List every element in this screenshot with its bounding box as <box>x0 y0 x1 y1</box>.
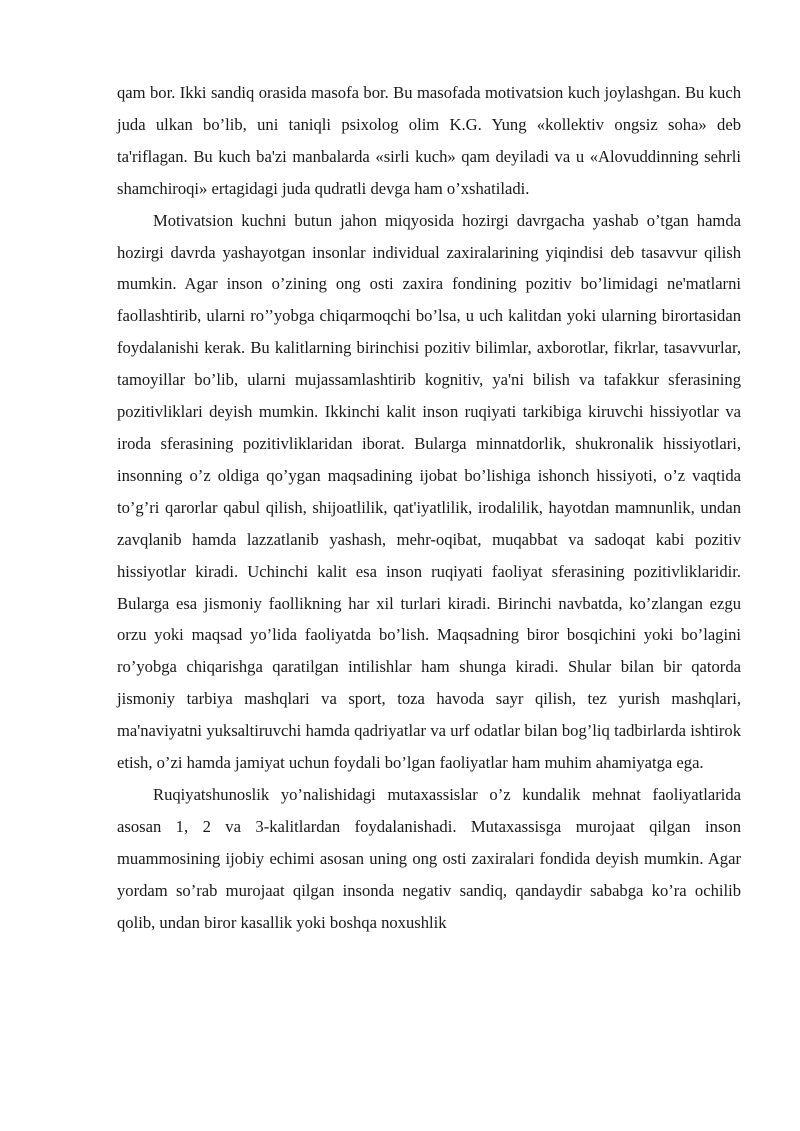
paragraph-3: Ruqiyatshunoslik yo’nalishidagi mutaxassislar o’z kundalik mehnat faoliyatlarida asosan 1, 2 va 3-kalitlardan foydalanishadi. Mutaxassisga murojaat qilgan inson muammosining ijobiy echimi asosan uning ong osti zaxiralari fondida deyish mumkin. Agar yordam so’rab murojaat qilgan insonda negativ sandiq, qandaydir sababga ko’ra ochilib qolib, undan biror kasallik yoki boshqa noxushlik <box>117 784 741 932</box>
paragraph-1: qam bor. Ikki sandiq orasida masofa bor. Bu masofada motivatsion kuch joylashgan. Bu kuch juda ulkan bo’lib, uni taniqli psixolog olim K.G. Yung «kollektiv ongsiz soha» deb ta'riflagan. Bu kuch ba'zi manbalarda «sirli kuch» qam deyiladi va u «Alovuddinning sehrli shamchiroqi» ertagidagi juda qudratli devga ham o’xshatiladi. <box>117 83 741 198</box>
document-page <box>117 77 741 938</box>
paragraph-2: Motivatsion kuchni butun jahon miqyosida hozirgi davrgacha yashab o’tgan hamda hozirgi davrda yashayotgan insonlar individual zaxiralarining yiqindisi deb tasavvur qilish mumkin. Agar inson o’zining ong osti zaxira fondining pozitiv bo’limidagi ne'matlarni faollashtirib, ularni ro’’yobga chiqarmoqchi bo’lsa, u uch kalitdan yoki ularning birortasidan foydalanishi kerak. Bu kalitlarning birinchisi pozitiv bilimlar, axborotlar, fikrlar, tasavvurlar, tamoyillar bo’lib, ularni mujassamlashtirib kognitiv, ya'ni bilish va tafakkur sferasining pozitivliklari deyish mumkin. Ikkinchi kalit inson ruqiyati tarkibiga kiruvchi hissiyotlar va iroda sferasining pozitivliklaridan iborat. Bularga minnatdorlik, shukronalik hissiyotlari, insonning o’z oldiga qo’ygan maqsadining ijobat bo’lishiga ishonch hissiyoti, o’z vaqtida to’g’ri qarorlar qabul qilish, shijoatlilik, qat'iyatlilik, irodalilik, hayotdan mamnunlik, undan zavqlanib hamda lazzatlanib yashash, mehr-oqibat, muqabbat va sadoqat kabi pozitiv hissiyotlar kiradi. Uchinchi kalit esa inson ruqiyati faoliyat sferasining pozitivliklaridir. Bularga esa jismoniy faollikning har xil turlari kiradi. Birinchi navbatda, ko’zlangan ezgu orzu yoki maqsad yo’lida faoliyatda bo’lish. Maqsadning biror bosqichini yoki bo’lagini ro’yobga chiqarishga qaratilgan intilishlar ham shunga kiradi. Shular bilan bir qatorda jismoniy tarbiya mashqlari va sport, toza havoda sayr qilish, tez yurish mashqlari, ma'naviyatni yuksaltiruvchi hamda qadriyatlar va urf odatlar bilan bog’liq tadbirlarda ishtirok etish, o’zi hamda jamiyat uchun foydali bo’lgan faoliyatlar ham muhim ahamiyatga ega. <box>117 210 741 773</box>
